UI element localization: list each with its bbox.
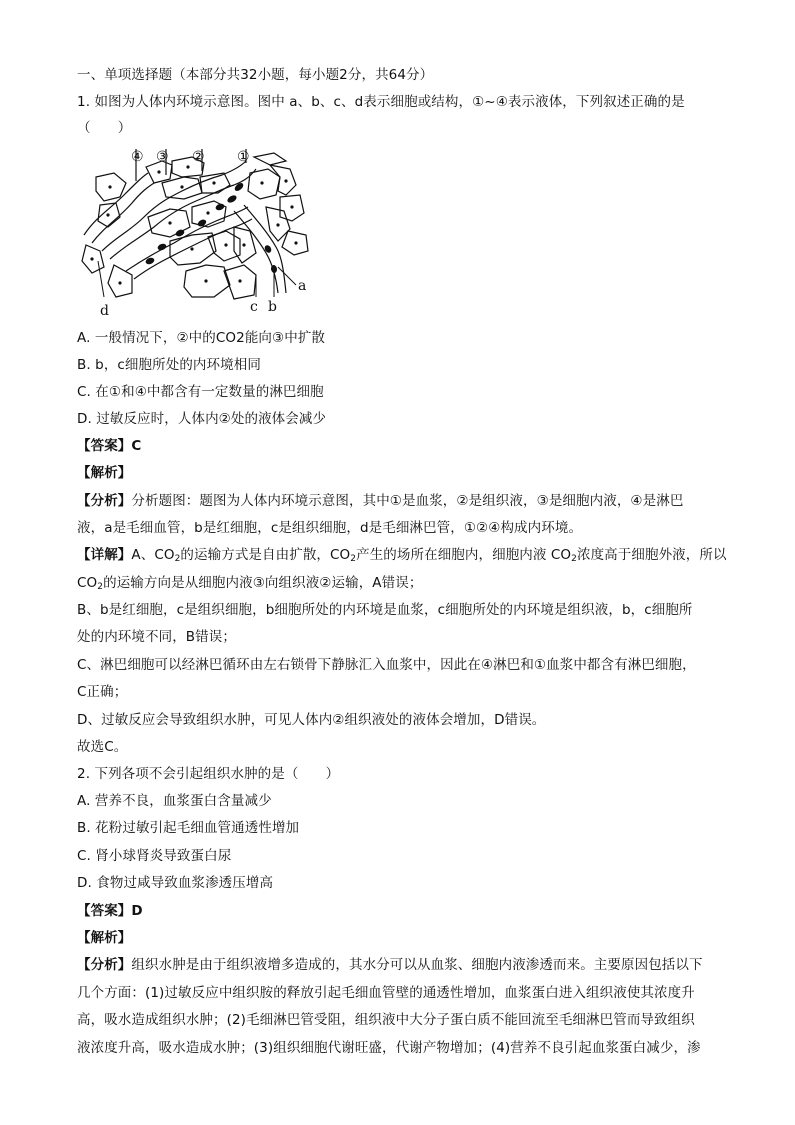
interstitial-fluid-diagram [74, 147, 314, 317]
fenxi-tag: 【分析】 [77, 493, 132, 509]
section-heading: 一、单项选择题（本部分共32小题，每小题2分，共64分） [77, 67, 434, 83]
q1-xiangjie-line-6: C正确； [77, 684, 128, 700]
xj-2b: 的运输方向是从细胞内液③向组织液②运输，A错误； [103, 575, 423, 591]
xj-1c: 产生的场所在细胞内，细胞内液 CO [356, 547, 572, 563]
q2-fenxi-line-2: 几个方面：(1)过敏反应中组织胺的释放引起毛细血管壁的通透性增加，血浆蛋白进入组织液使其浓度升 [77, 985, 695, 1001]
q1-xiangjie-line-3: B、b是红细胞，c是组织细胞，b细胞所处的内环境是血浆，c细胞所处的内环境是组织液，b，c细胞所 [77, 602, 693, 618]
q2-fenxi-line-4: 液浓度升高，吸水造成水肿；(3)组织细胞代谢旺盛，代谢产物增加；(4)营养不良引起血浆蛋白减少，渗 [77, 1040, 701, 1056]
q2-option-b: B. 花粉过敏引起毛细血管通透性增加 [77, 820, 300, 836]
q1-xiangjie-line-5: C、淋巴细胞可以经淋巴循环由左右锁骨下静脉汇入血浆中，因此在④淋巴和①血浆中都含有淋巴细胞， [77, 657, 696, 673]
label-1: ① [237, 149, 250, 165]
xj-1d: 浓度高于细胞外液，所以 [576, 547, 727, 563]
label-a: a [298, 278, 307, 294]
q2-option-a: A. 营养不良，血浆蛋白含量减少 [77, 793, 272, 809]
q1-option-c: C. 在①和④中都含有一定数量的淋巴细胞 [77, 384, 324, 400]
xj-1a: A、CO [131, 547, 175, 563]
sub-2: 2 [174, 554, 181, 564]
q1-analysis-label: 【解析】 [77, 465, 132, 481]
sub-2: 2 [97, 582, 104, 592]
q1-fenxi-line-1 [77, 492, 683, 510]
q2-analysis-label: 【解析】 [77, 930, 132, 946]
q1-xiangjie-line-1 [77, 546, 727, 564]
q1-fenxi-line-2: 液，a是毛细血管，b是红细胞，c是组织细胞，d是毛细淋巴管，①②④构成内环境。 [77, 520, 583, 536]
q1-answer: 【答案】C [77, 438, 142, 454]
sub-2: 2 [571, 554, 577, 564]
label-c: c [250, 299, 258, 315]
label-b: b [268, 299, 277, 315]
fenxi-tag: 【分析】 [77, 957, 132, 973]
xj-1b: 的运输方式是自由扩散，CO [180, 547, 351, 563]
q2-stem: 2. 下列各项不会引起组织水肿的是（ ） [77, 766, 340, 782]
q2-fenxi-line-3: 高，吸水造成组织水肿；(2)毛细淋巴管受阻，组织液中大分子蛋白质不能回流至毛细淋巴管而导致组织 [77, 1012, 695, 1028]
xj-2a: CO [77, 575, 98, 591]
q2-option-d: D. 食物过咸导致血浆渗透压增高 [77, 875, 274, 891]
q1-stem: 1. 如图为人体内环境示意图。图中 a、b、c、d表示细胞或结构，①~④表示液体，下列叙述正确的是 [77, 94, 685, 110]
fenxi-text: 组织水肿是由于组织液增多造成的，其水分可以从血浆、细胞内液渗透而来。主要原因包括以下 [131, 957, 703, 973]
q2-answer: 【答案】D [77, 903, 143, 919]
q1-answer-paren: （ ） [77, 120, 132, 136]
q2-fenxi-line-1 [77, 956, 703, 974]
sub-2: 2 [350, 554, 357, 564]
label-4: ④ [131, 149, 144, 165]
q1-option-b: B. b，c细胞所处的内环境相同 [77, 357, 261, 373]
label-2: ② [192, 149, 205, 165]
q1-conclusion: 故选C。 [77, 739, 128, 755]
q2-option-c: C. 肾小球肾炎导致蛋白尿 [77, 848, 232, 864]
fenxi-text: 分析题图：题图为人体内环境示意图，其中①是血浆，②是组织液，③是细胞内液，④是淋巴 [131, 493, 684, 509]
q1-option-a: A. 一般情况下，②中的CO2能向③中扩散 [77, 330, 326, 346]
q1-xiangjie-line-4: 处的内环境不同，B错误； [77, 629, 236, 645]
label-3: ③ [156, 149, 169, 165]
q1-xiangjie-line-2 [77, 574, 422, 592]
q1-option-d: D. 过敏反应时，人体内②处的液体会减少 [77, 411, 327, 427]
xiangjie-tag: 【详解】 [77, 547, 132, 563]
q1-xiangjie-line-7: D、过敏反应会导致组织水肿，可见人体内②组织液处的液体会增加，D错误。 [77, 712, 546, 728]
label-d: d [100, 303, 109, 317]
